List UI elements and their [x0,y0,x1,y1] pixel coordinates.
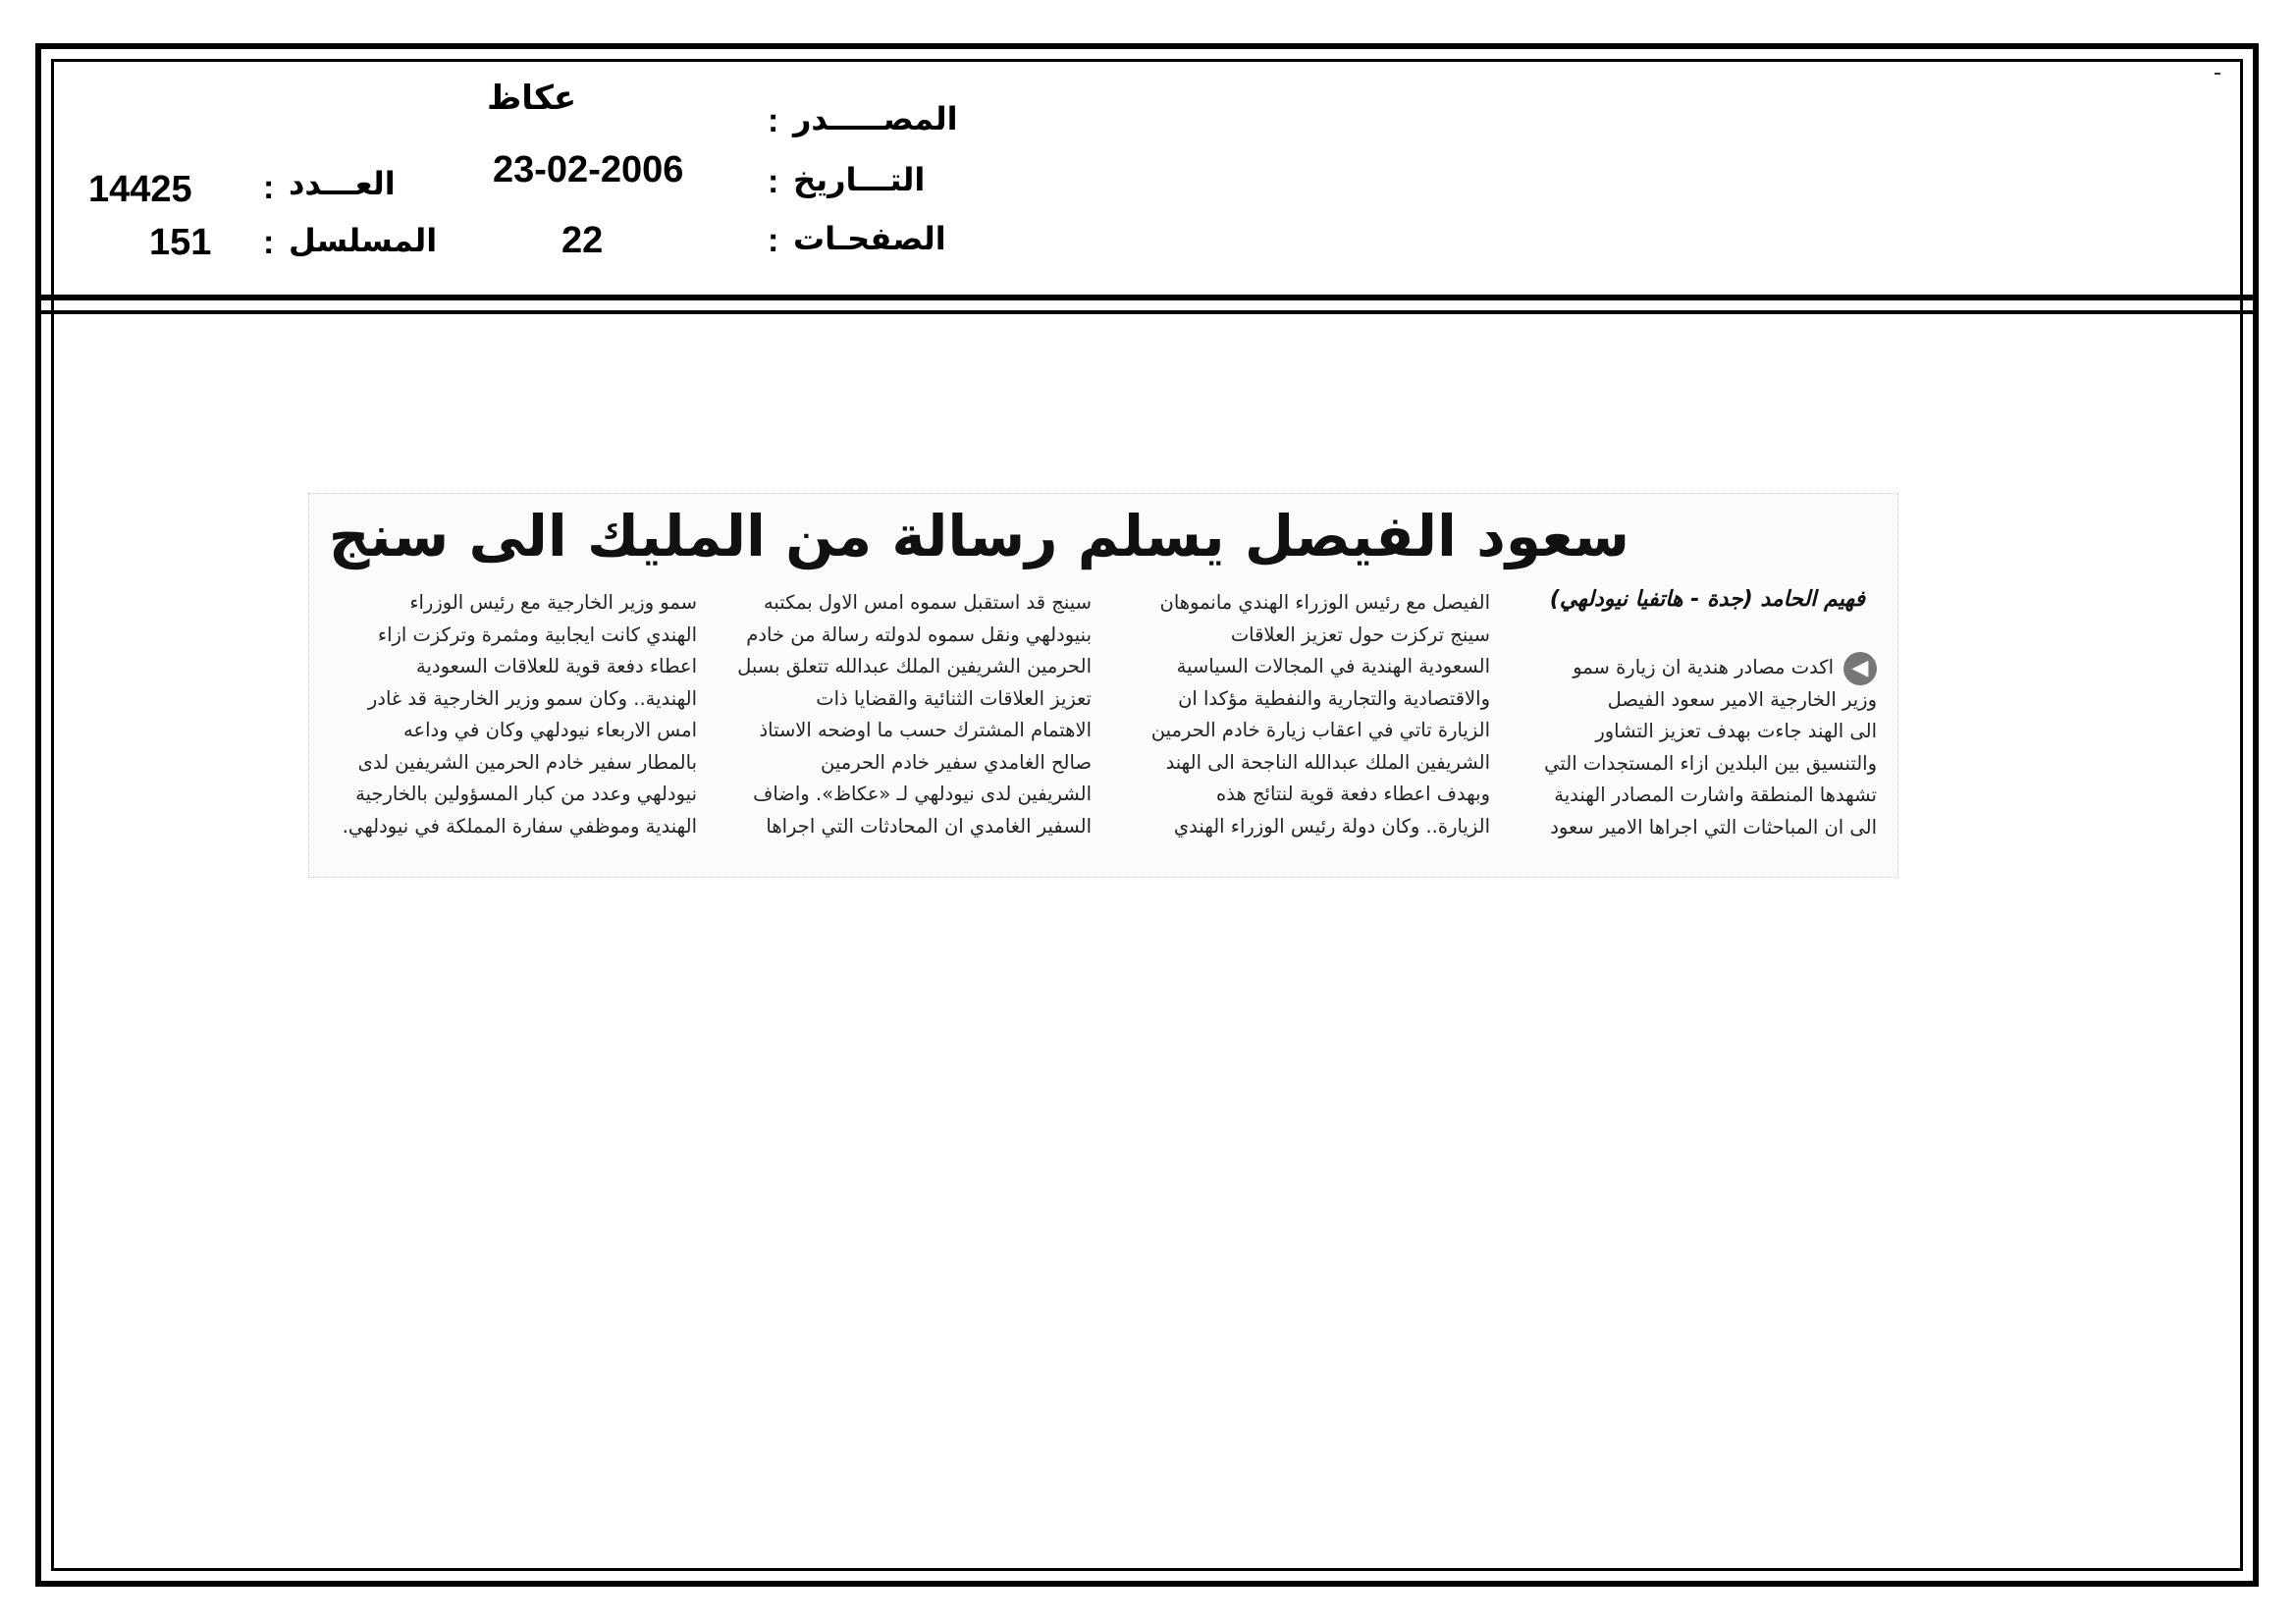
column-line: سمو وزير الخارجية مع رئيس الوزراء [409,591,697,614]
column-line: امس الاربعاء نيودلهي وكان في وداعه [402,719,697,741]
column-line: الى ان المباحثات التي اجراها الامير سعود [1550,815,1877,839]
column-line: الهندية.. وكان سمو وزير الخارجية قد غادر [367,686,697,710]
date-value: 23-02-2006 [493,149,684,190]
column-line: الشريفين لدى نيودلهي لـ «عكاظ». واضاف [753,783,1092,805]
column-line: وزير الخارجية الامير سعود الفيصل [1607,687,1877,711]
source-colon: : [768,102,779,139]
article-column-4 [324,587,697,842]
column-line: والتنسيق بين البلدين ازاء المستجدات التي [1544,751,1877,775]
header-divider [35,295,2259,300]
date-colon: : [768,163,779,200]
column-line: الحرمين الشريفين الملك عبدالله تتعلق بسبل [737,655,1092,677]
pages-colon: : [768,222,779,259]
column-line: الى الهند جاءت بهدف تعزيز التشاور [1595,720,1877,742]
column-line: السفير الغامدي ان المحادثات التي اجراها [766,814,1092,838]
serial-value: 151 [149,222,212,263]
article-column-1 [1504,652,1877,843]
column-line: والاقتصادية والتجارية والنفطية مؤكدا ان [1178,686,1490,710]
pages-label: الصفحـات [793,220,946,257]
serial-label: المسلسل [289,222,438,259]
column-line: اكدت مصادر هندية ان زيارة سمو [1573,656,1834,678]
column-line: تعزيز العلاقات الثنائية والقضايا ذات [816,686,1092,710]
column-line: وبهدف اعطاء دفعة قوية لنتائج هذه [1216,783,1490,805]
pages-value: 22 [561,220,604,261]
bullet-icon: ◀ [1843,652,1877,685]
issue-colon: : [263,169,275,206]
column-line: بالمطار سفير خادم الحرمين الشريفين لدى [357,750,697,774]
article-headline: سعود الفيصل يسلم رسالة من المليك الى سنج [328,503,1629,569]
column-line: الاهتمام المشترك حسب ما اوضحه الاستاذ [759,719,1092,741]
column-line: الزيارة تاتي في اعقاب زيارة خادم الحرمين [1150,719,1490,741]
source-value: عكاظ [487,79,577,118]
column-line: صالح الغامدي سفير خادم الحرمين [821,750,1092,774]
source-label: المصـــــدر [793,100,958,137]
serial-colon: : [263,224,275,261]
issue-label: العـــدد [289,165,396,202]
header-divider-secondary [35,310,2259,314]
column-line: الشريفين الملك عبدالله الناجحة الى الهند [1165,750,1490,774]
column-line: اعطاء دفعة قوية للعلاقات السعودية [416,655,697,677]
issue-value: 14425 [88,169,192,210]
column-line: تشهدها المنطقة واشارت المصادر الهندية [1554,784,1877,806]
column-line: الهندية وموظفي سفارة المملكة في نيودلهي. [342,814,697,838]
column-line: الزيارة.. وكان دولة رئيس الوزراء الهندي [1173,814,1490,838]
column-line: الهندي كانت ايجابية ومثمرة وتركزت ازاء [377,623,697,646]
article-column-3 [719,587,1092,842]
column-line: سينج تركزت حول تعزيز العلاقات [1230,623,1490,646]
column-line: الفيصل مع رئيس الوزراء الهندي مانموهان [1159,591,1490,614]
date-label: التـــاريخ [793,161,926,198]
corner-mark [2215,73,2220,75]
column-line: بنيودلهي ونقل سموه لدولته رسالة من خادم [746,623,1092,646]
article-byline: فهيم الحامد (جدة - هاتفيا نيودلهي) [1549,587,1865,612]
column-line: نيودلهي وعدد من كبار المسؤولين بالخارجية [355,783,697,805]
article-column-2 [1117,587,1490,842]
column-line: السعودية الهندية في المجالات السياسية [1176,655,1490,677]
column-line: سينج قد استقبل سموه امس الاول بمكتبه [763,591,1092,614]
